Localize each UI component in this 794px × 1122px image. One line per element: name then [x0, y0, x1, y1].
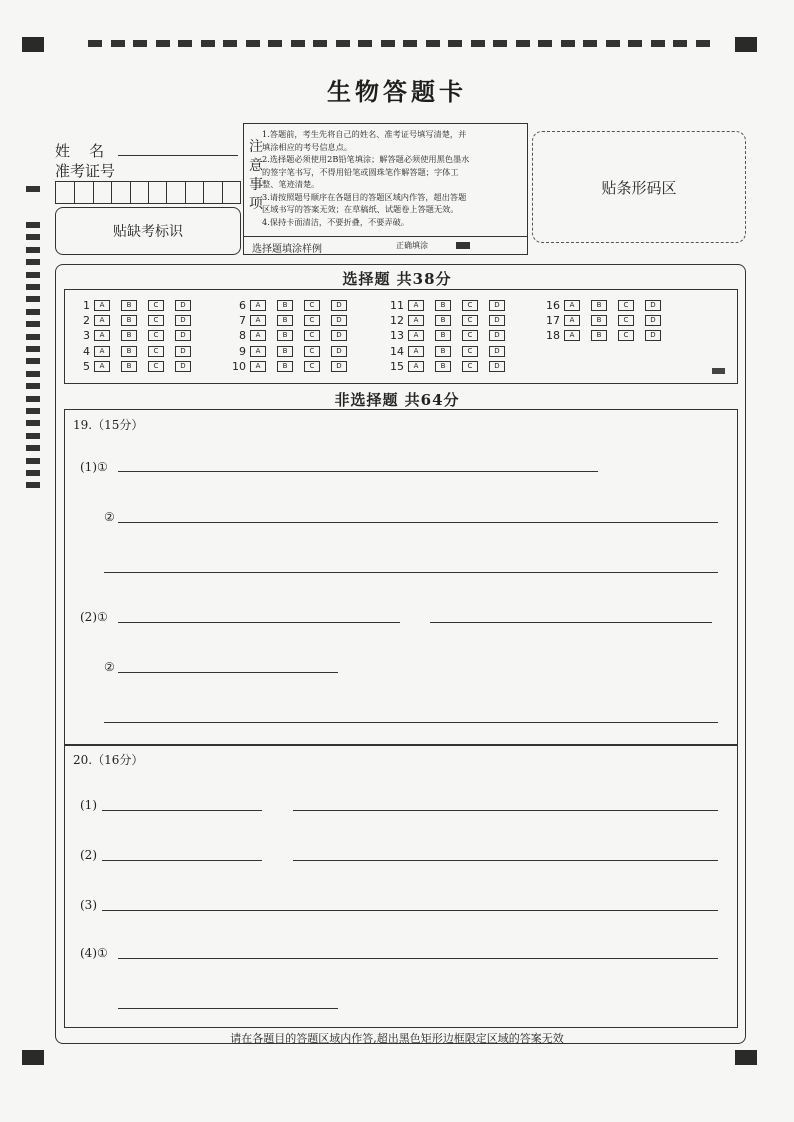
notice-heading-char: 项: [249, 196, 263, 212]
choice-section-title: 选择题 共38分: [342, 270, 452, 288]
q20-part1-line-a[interactable]: [102, 810, 262, 811]
option-bubble-b[interactable]: B: [121, 346, 137, 357]
option-bubble-b[interactable]: B: [591, 315, 607, 326]
q19-answer-box: [64, 409, 738, 746]
option-bubble-d[interactable]: D: [331, 346, 347, 357]
option-bubble-a[interactable]: A: [94, 346, 110, 357]
option-bubble-a[interactable]: A: [250, 330, 266, 341]
non-choice-section-title: 非选择题 共64分: [334, 391, 460, 409]
timing-mark: [111, 40, 125, 47]
option-bubble-c[interactable]: C: [148, 300, 164, 311]
question-number: 16: [546, 298, 560, 312]
option-bubble-b[interactable]: B: [435, 346, 451, 357]
option-bubble-d[interactable]: D: [331, 361, 347, 372]
timing-mark: [516, 40, 530, 47]
timing-mark: [583, 40, 597, 47]
q20-header: 20.（16分）: [73, 753, 144, 767]
option-bubble-a[interactable]: A: [250, 300, 266, 311]
missing-exam-label: 贴缺考标识: [113, 224, 183, 240]
question-number: 13: [390, 329, 404, 343]
option-bubble-c[interactable]: C: [618, 330, 634, 341]
footer-warning: 请在各题目的答题区域内作答,超出黑色矩形边框限定区域的答案无效: [230, 1032, 564, 1045]
option-bubble-a[interactable]: A: [250, 361, 266, 372]
option-bubble-d[interactable]: D: [175, 315, 191, 326]
question-number: 15: [390, 360, 404, 374]
timing-mark: [471, 40, 485, 47]
option-bubble-d[interactable]: D: [489, 300, 505, 311]
timing-mark: [673, 40, 687, 47]
option-bubble-c[interactable]: C: [304, 300, 320, 311]
timing-mark: [403, 40, 417, 47]
timing-mark: [291, 40, 305, 47]
question-number: 3: [83, 329, 90, 343]
exam-id-cell-divider: [111, 182, 112, 203]
timing-mark: [26, 309, 40, 315]
option-bubble-c[interactable]: C: [304, 346, 320, 357]
option-bubble-b[interactable]: B: [277, 346, 293, 357]
exam-id-cell-divider: [166, 182, 167, 203]
notice-heading-char: 意: [249, 158, 263, 174]
option-bubble-b[interactable]: B: [121, 330, 137, 341]
barcode-area: [532, 131, 746, 243]
option-bubble-c[interactable]: C: [148, 361, 164, 372]
q19-part1-1-label: (1)①: [80, 460, 108, 474]
timing-mark: [246, 40, 260, 47]
option-bubble-c[interactable]: C: [462, 361, 478, 372]
correct-fill-mark: [456, 242, 470, 249]
option-bubble-d[interactable]: D: [331, 315, 347, 326]
exam-id-cell-divider: [74, 182, 75, 203]
choice-question-row: [232, 299, 358, 311]
q19-part1-2-label: ②: [104, 510, 115, 524]
q20-part3-label: (3): [80, 898, 97, 912]
question-number: 11: [390, 298, 404, 312]
choice-question-row: [390, 345, 516, 357]
option-bubble-a[interactable]: A: [94, 315, 110, 326]
question-number: 10: [232, 360, 246, 374]
option-bubble-b[interactable]: B: [121, 361, 137, 372]
notice-heading-char: 事: [249, 177, 263, 193]
option-bubble-a[interactable]: A: [408, 315, 424, 326]
option-bubble-c[interactable]: C: [618, 315, 634, 326]
fill-sample-label: 选择题填涂样例: [252, 244, 322, 255]
timing-mark: [628, 40, 642, 47]
timing-mark: [26, 420, 40, 426]
option-bubble-b[interactable]: B: [121, 300, 137, 311]
q20-part4-1-label: (4)①: [80, 946, 108, 960]
timing-mark: [26, 334, 40, 340]
timing-mark: [26, 458, 40, 464]
option-bubble-a[interactable]: A: [564, 300, 580, 311]
choice-question-row: [76, 361, 202, 373]
q20-part2-label: (2): [80, 848, 97, 862]
exam-id-cell-divider: [148, 182, 149, 203]
option-bubble-d[interactable]: D: [489, 361, 505, 372]
option-bubble-d[interactable]: D: [645, 315, 661, 326]
corner-marker-bottom-right: [735, 1050, 757, 1065]
timing-mark: [381, 40, 395, 47]
timing-mark: [26, 247, 40, 253]
notice-line: 1.答题前，考生先将自己的姓名、准考证号填写清楚，并: [262, 129, 467, 139]
option-bubble-c[interactable]: C: [304, 315, 320, 326]
timing-mark: [26, 482, 40, 488]
q20-part1-label: (1): [80, 798, 97, 812]
option-bubble-c[interactable]: C: [148, 330, 164, 341]
option-bubble-b[interactable]: B: [435, 361, 451, 372]
exam-id-grid[interactable]: [55, 181, 241, 204]
question-number: 6: [239, 298, 246, 312]
option-bubble-c[interactable]: C: [462, 300, 478, 311]
question-number: 9: [239, 344, 246, 358]
option-bubble-a[interactable]: A: [408, 346, 424, 357]
q19-part2-2-label: ②: [104, 660, 115, 674]
option-bubble-b[interactable]: B: [591, 330, 607, 341]
timing-mark: [313, 40, 327, 47]
exam-id-cell-divider: [130, 182, 131, 203]
timing-mark: [156, 40, 170, 47]
notice-line: 填涂相应的考号信息点。: [262, 141, 353, 152]
name-label: 姓 名: [55, 142, 105, 160]
timing-mark: [358, 40, 372, 47]
q20-part4-1-line[interactable]: [118, 958, 718, 959]
question-number: 1: [83, 298, 90, 312]
option-bubble-a[interactable]: A: [250, 346, 266, 357]
option-bubble-c[interactable]: C: [304, 330, 320, 341]
option-bubble-d[interactable]: D: [489, 346, 505, 357]
question-number: 7: [239, 313, 246, 327]
option-bubble-d[interactable]: D: [175, 300, 191, 311]
exam-id-cell-divider: [185, 182, 186, 203]
notice-line: 3.请按照题号顺序在各题目的答题区域内作答，超出答题: [262, 191, 467, 202]
option-bubble-a[interactable]: A: [408, 300, 424, 311]
correct-fill-label: 正确填涂: [396, 241, 428, 250]
timing-mark: [88, 40, 102, 47]
timing-mark: [651, 40, 665, 47]
option-bubble-b[interactable]: B: [435, 330, 451, 341]
q20-answer-box: [64, 744, 738, 1028]
timing-mark: [426, 40, 440, 47]
option-bubble-d[interactable]: D: [645, 330, 661, 341]
timing-mark: [606, 40, 620, 47]
notice-line: 区域书写的答案无效；在草稿纸、试题卷上答题无效。: [262, 204, 459, 214]
question-number: 14: [390, 344, 404, 358]
q19-part1-2-line[interactable]: [118, 522, 718, 523]
option-bubble-a[interactable]: A: [94, 330, 110, 341]
q19-part2-1-line-a[interactable]: [118, 622, 400, 623]
option-bubble-d[interactable]: D: [175, 361, 191, 372]
q20-part3-line[interactable]: [102, 910, 718, 911]
question-number: 4: [83, 344, 90, 358]
corner-marker-top-left: [22, 37, 44, 52]
timing-mark: [696, 40, 710, 47]
choice-question-row: [390, 330, 516, 342]
option-bubble-c[interactable]: C: [618, 300, 634, 311]
timing-mark: [538, 40, 552, 47]
timing-mark: [26, 346, 40, 352]
exam-id-label: 准考证号: [55, 162, 116, 180]
option-bubble-c[interactable]: C: [462, 346, 478, 357]
exam-id-cell-divider: [93, 182, 94, 203]
missing-exam-box: [55, 207, 241, 255]
notice-box: [243, 123, 528, 255]
choice-question-row: [546, 299, 672, 311]
q20-part2-line-a[interactable]: [102, 860, 262, 861]
notice-line: 4.保持卡面清洁，不要折叠，不要弄破。: [262, 216, 409, 227]
notice-text: [262, 128, 524, 228]
choice-question-row: [76, 314, 202, 326]
option-bubble-b[interactable]: B: [591, 300, 607, 311]
q20-part2-line-b[interactable]: [293, 860, 718, 861]
choice-corner-mark: [712, 368, 725, 374]
question-number: 2: [83, 313, 90, 327]
option-bubble-d[interactable]: D: [489, 315, 505, 326]
option-bubble-d[interactable]: D: [331, 330, 347, 341]
option-bubble-d[interactable]: D: [175, 346, 191, 357]
exam-id-cell-divider: [203, 182, 204, 203]
option-bubble-a[interactable]: A: [564, 330, 580, 341]
choice-question-row: [232, 330, 358, 342]
option-bubble-c[interactable]: C: [462, 330, 478, 341]
question-number: 8: [239, 329, 246, 343]
timing-mark: [26, 321, 40, 327]
choice-question-row: [390, 314, 516, 326]
option-bubble-d[interactable]: D: [645, 300, 661, 311]
choice-question-row: [76, 299, 202, 311]
option-bubble-b[interactable]: B: [277, 300, 293, 311]
question-number: 17: [546, 313, 560, 327]
choice-question-row: [390, 361, 516, 373]
notice-line: 整、笔迹清楚。: [262, 179, 320, 189]
fill-sample-row: [244, 236, 527, 255]
exam-id-cell-divider: [222, 182, 223, 203]
choice-question-row: [546, 314, 672, 326]
q19-part1-2-line2[interactable]: [104, 572, 718, 573]
corner-marker-top-right: [735, 37, 757, 52]
barcode-label: 贴条形码区: [601, 178, 677, 197]
timing-mark: [223, 40, 237, 47]
timing-mark: [493, 40, 507, 47]
timing-mark: [561, 40, 575, 47]
option-bubble-a[interactable]: A: [94, 300, 110, 311]
choice-question-row: [232, 361, 358, 373]
option-bubble-a[interactable]: A: [408, 361, 424, 372]
timing-mark: [448, 40, 462, 47]
option-bubble-c[interactable]: C: [148, 346, 164, 357]
page-title: 生物答题卡: [327, 77, 467, 106]
timing-mark: [26, 358, 40, 364]
timing-mark: [26, 259, 40, 265]
q20-part1-line-b[interactable]: [293, 810, 718, 811]
choice-question-row: [546, 330, 672, 342]
option-bubble-d[interactable]: D: [175, 330, 191, 341]
q19-part2-2-line2[interactable]: [104, 722, 718, 723]
notice-heading-char: 注: [249, 139, 263, 155]
q19-header: 19.（15分）: [73, 418, 144, 432]
timing-mark: [26, 433, 40, 439]
timing-mark: [26, 470, 40, 476]
option-bubble-c[interactable]: C: [304, 361, 320, 372]
option-bubble-b[interactable]: B: [277, 315, 293, 326]
option-bubble-c[interactable]: C: [148, 315, 164, 326]
question-number: 18: [546, 329, 560, 343]
option-bubble-a[interactable]: A: [408, 330, 424, 341]
name-field[interactable]: [118, 155, 238, 156]
option-bubble-d[interactable]: D: [489, 330, 505, 341]
timing-mark: [26, 371, 40, 377]
q20-part4-1-line2[interactable]: [118, 1008, 338, 1009]
choice-question-row: [232, 345, 358, 357]
timing-mark: [268, 40, 282, 47]
corner-marker-bottom-left: [22, 1050, 44, 1065]
choice-question-row: [76, 330, 202, 342]
choice-question-row: [232, 314, 358, 326]
choice-question-row: [76, 345, 202, 357]
q19-part1-1-line[interactable]: [118, 471, 598, 472]
option-bubble-b[interactable]: B: [121, 315, 137, 326]
option-bubble-a[interactable]: A: [564, 315, 580, 326]
timing-mark: [26, 234, 40, 240]
question-number: 12: [390, 313, 404, 327]
timing-mark: [178, 40, 192, 47]
timing-mark: [26, 186, 40, 192]
option-bubble-a[interactable]: A: [250, 315, 266, 326]
option-bubble-b[interactable]: B: [277, 330, 293, 341]
option-bubble-b[interactable]: B: [435, 300, 451, 311]
timing-mark: [201, 40, 215, 47]
timing-mark: [26, 296, 40, 302]
option-bubble-b[interactable]: B: [277, 361, 293, 372]
q19-part2-1-line-b[interactable]: [430, 622, 712, 623]
q19-part2-2-line[interactable]: [118, 672, 338, 673]
timing-mark: [26, 222, 40, 228]
option-bubble-c[interactable]: C: [462, 315, 478, 326]
timing-mark: [133, 40, 147, 47]
question-number: 5: [83, 360, 90, 374]
notice-line: 的签字笔书写，不得用铅笔或圆珠笔作解答题；字体工: [262, 166, 459, 177]
notice-line: 2.选择题必须使用2B铅笔填涂；解答题必须使用黑色墨水: [262, 154, 470, 164]
option-bubble-b[interactable]: B: [435, 315, 451, 326]
option-bubble-a[interactable]: A: [94, 361, 110, 372]
timing-mark: [336, 40, 350, 47]
timing-mark: [26, 445, 40, 451]
option-bubble-d[interactable]: D: [331, 300, 347, 311]
q19-part2-1-label: (2)①: [80, 610, 108, 624]
choice-question-row: [390, 299, 516, 311]
